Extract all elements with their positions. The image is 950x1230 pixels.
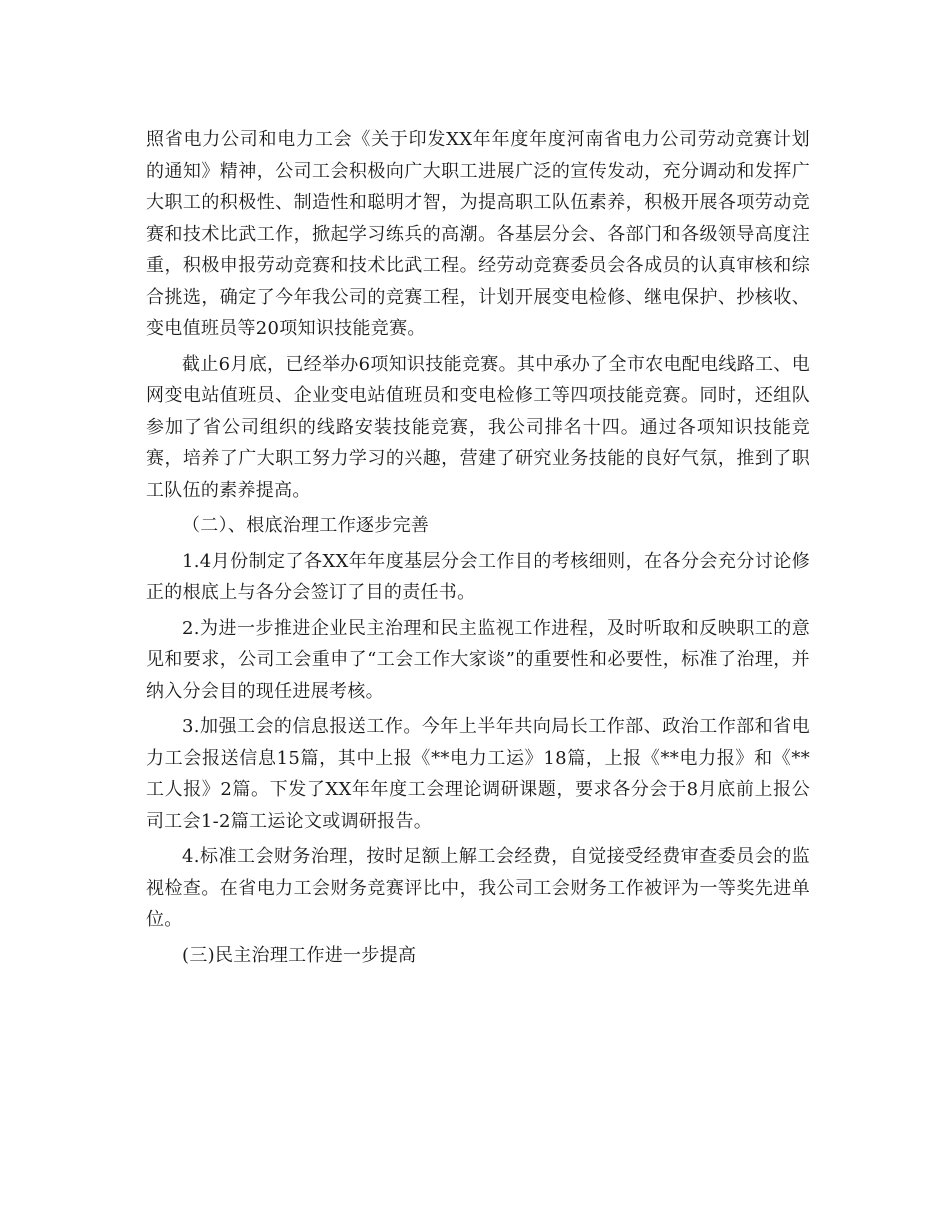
- paragraph-item-3: 3.加强工会的信息报送工作。今年上半年共向局长工作部、政治工作部和省电力工会报送信息15篇，其中上报《**电力工运》18篇，上报《**电力报》和《**工人报》2篇。下发了XX年年度工会理论调研课题，要求各分会于8月底前上报公司工会1-2篇工运论文或调研报告。: [146, 716, 810, 832]
- paragraph-item-2: 2.为进一步推进企业民主治理和民主监视工作进程，及时听取和反映职工的意见和要求，公司工会重申了“工会工作大家谈”的重要性和必要性，标准了治理，并纳入分会目的现任进展考核。: [146, 617, 810, 702]
- paragraph-item-1: 1.4月份制定了各XX年年度基层分会工作目的考核细则，在各分会充分讨论修正的根底上与各分会签订了目的责任书。: [146, 550, 810, 603]
- section-heading-2: （二）、根底治理工作逐步完善: [182, 515, 430, 536]
- document-body: [146, 124, 810, 975]
- section-heading-3: (三)民主治理工作进一步提高: [182, 944, 417, 966]
- paragraph-2: 截止6月底，已经举办6项知识技能竞赛。其中承办了全市农电配电线路工、电网变电站值班员、企业变电站值班员和变电检修工等四项技能竞赛。同时，还组队参加了省公司组织的线路安装技能竞赛，我公司排名十四。通过各项知识技能竞赛，培养了广大职工努力学习的兴趣，营建了研究业务技能的良好气氛，推到了职工队伍的素养提高。: [146, 353, 810, 501]
- paragraph-1: 照省电力公司和电力工会《关于印发XX年年度年度河南省电力公司劳动竞赛计划的通知》精神，公司工会积极向广大职工进展广泛的宣传发动，充分调动和发挥广大职工的积极性、制造性和聪明才智，为提高职工队伍素养，积极开展各项劳动竞赛和技术比武工作，掀起学习练兵的高潮。各基层分会、各部门和各级领导高度注重，积极申报劳动竞赛和技术比武工程。经劳动竞赛委员会各成员的认真审核和综合挑选，确定了今年我公司的竞赛工程，计划开展变电检修、继电保护、抄核收、变电值班员等20项知识技能竞赛。: [146, 129, 810, 339]
- paragraph-item-4: 4.标准工会财务治理，按时足额上解工会经费，自觉接受经费审查委员会的监视检查。在省电力工会财务竞赛评比中，我公司工会财务工作被评为一等奖先进单位。: [146, 846, 810, 930]
